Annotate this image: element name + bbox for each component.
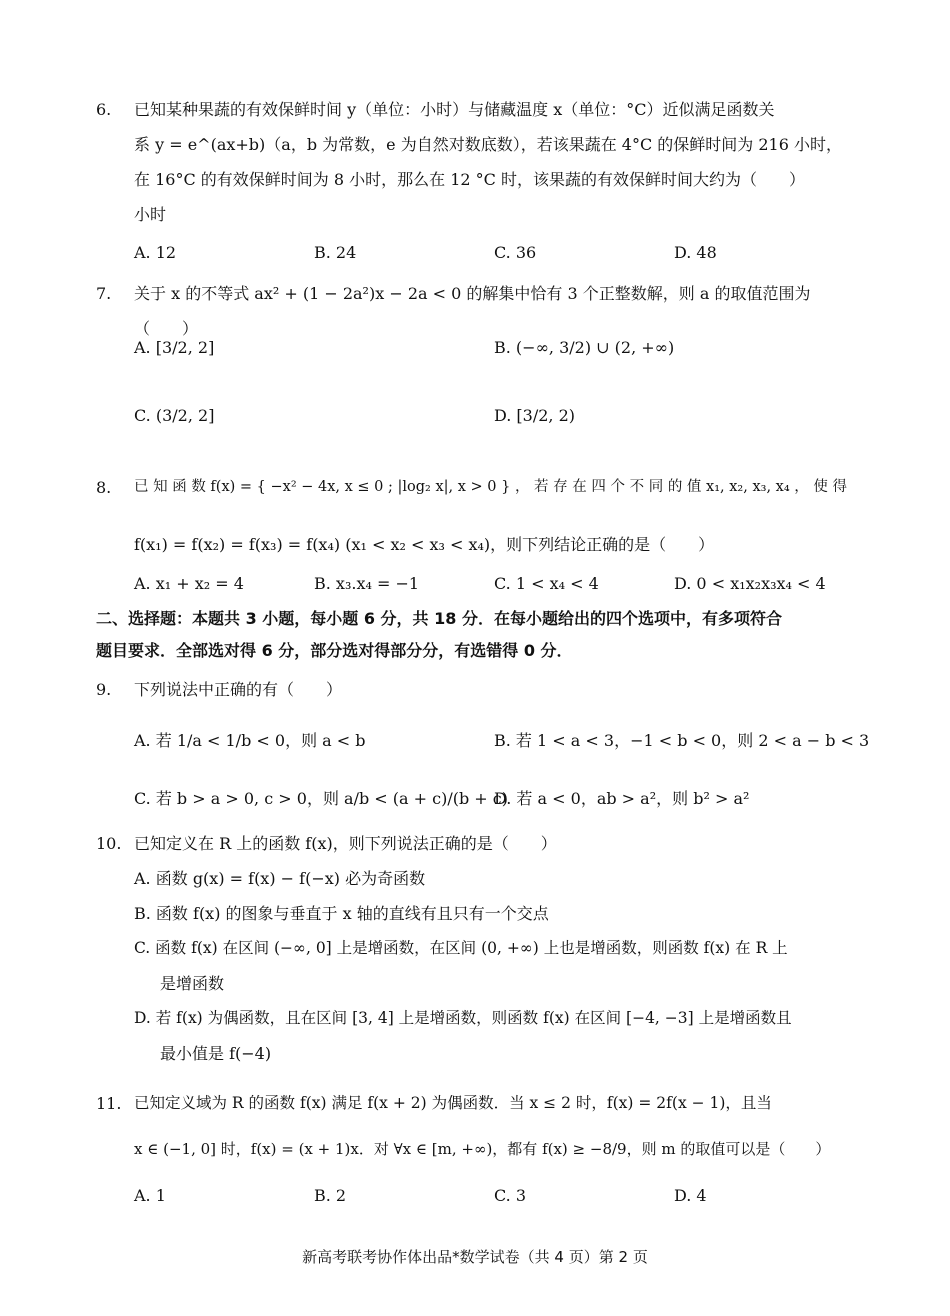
option-c: C. 若 b > a > 0, c > 0，则 a/b < (a + c)/(b + c) xyxy=(134,789,508,808)
question-text-line: 在 16°C 的有效保鲜时间为 8 小时，那么在 12 °C 时，该果蔬的有效保鲜时间大约为（ ） xyxy=(134,170,805,189)
option-a: A. [3/2, 2] xyxy=(134,338,215,357)
option-d: D. 0 < x₁x₂x₃x₄ < 4 xyxy=(674,574,826,593)
question-text-line: 小时 xyxy=(134,205,167,224)
section-heading xyxy=(96,603,856,667)
question-text-line: f(x₁) = f(x₂) = f(x₃) = f(x₄) (x₁ < x₂ < x₃ < x₄)，则下列结论正确的是（ ） xyxy=(134,535,715,554)
question-text-line: 已知某种果蔬的有效保鲜时间 y（单位：小时）与储藏温度 x（单位：°C）近似满足函数关 xyxy=(134,100,775,119)
question-number: 7. xyxy=(96,284,112,303)
question-7 xyxy=(96,276,856,346)
question-text-line: x ∈ (−1, 0] 时，f(x) = (x + 1)x．对 ∀x ∈ [m, +∞)，都有 f(x) ≥ −8/9，则 m 的取值可以是（ ） xyxy=(134,1140,831,1158)
option-c-continued: 是增函数 xyxy=(160,974,225,993)
option-d: D. 若 f(x) 为偶函数，且在区间 [3, 4] 上是增函数，则函数 f(x) 在区间 [−4, −3] 上是增函数且 xyxy=(134,1009,792,1027)
question-text-line: 已知定义域为 R 的函数 f(x) 满足 f(x + 2) 为偶函数．当 x ≤ 2 时，f(x) = 2f(x − 1)，且当 xyxy=(134,1094,772,1112)
question-number: 10. xyxy=(96,834,122,853)
question-9 xyxy=(96,672,856,707)
question-text-line: 系 y = e^(ax+b)（a，b 为常数，e 为自然对数底数），若该果蔬在 4°C 的保鲜时间为 216 小时， xyxy=(134,135,843,154)
question-6 xyxy=(96,92,856,232)
option-c: C. 函数 f(x) 在区间 (−∞, 0] 上是增函数，在区间 (0, +∞) 上也是增函数，则函数 f(x) 在 R 上 xyxy=(134,939,788,957)
option-c: C. 3 xyxy=(494,1186,527,1205)
question-text-line: 已知定义在 R 上的函数 f(x)，则下列说法正确的是（ ） xyxy=(134,834,557,853)
question-number: 9. xyxy=(96,680,112,699)
option-c: C. 36 xyxy=(494,243,537,262)
option-c: C. 1 < x₄ < 4 xyxy=(494,574,599,593)
question-number: 8. xyxy=(96,478,112,497)
question-number: 6. xyxy=(96,100,112,119)
option-b: B. (−∞, 3/2) ∪ (2, +∞) xyxy=(494,338,675,357)
option-c: C. (3/2, 2] xyxy=(134,406,215,425)
question-text-line: 关于 x 的不等式 ax² + (1 − 2a²)x − 2a < 0 的解集中恰有 3 个正整数解，则 a 的取值范围为（ ） xyxy=(134,284,811,338)
section-heading-line: 题目要求．全部选对得 6 分，部分选对得部分分，有选错得 0 分． xyxy=(96,641,573,660)
option-a: A. 1 xyxy=(134,1186,166,1205)
question-number: 11. xyxy=(96,1094,122,1113)
option-a: A. 函数 g(x) = f(x) − f(−x) 必为奇函数 xyxy=(134,869,426,888)
option-d: D. 4 xyxy=(674,1186,707,1205)
option-b: B. 2 xyxy=(314,1186,347,1205)
option-d: D. 若 a < 0，ab > a²，则 b² > a² xyxy=(494,789,750,808)
option-b: B. 24 xyxy=(314,243,357,262)
question-text-line: 下列说法中正确的有（ ） xyxy=(134,680,343,699)
question-8 xyxy=(96,470,856,505)
option-b: B. 函数 f(x) 的图象与垂直于 x 轴的直线有且只有一个交点 xyxy=(134,904,549,923)
option-b: B. x₃.x₄ = −1 xyxy=(314,574,420,593)
question-text-line: 已 知 函 数 f(x) = { −x² − 4x, x ≤ 0 ; |log₂ x|, x > 0 } ， 若 存 在 四 个 不 同 的 值 x₁, x₂, x₃, x₄ ， 使 得 xyxy=(134,479,847,495)
option-a: A. 12 xyxy=(134,243,177,262)
option-d: D. [3/2, 2) xyxy=(494,406,576,425)
option-d: D. 48 xyxy=(674,243,717,262)
option-a: A. x₁ + x₂ = 4 xyxy=(134,574,244,593)
question-11 xyxy=(96,1086,856,1121)
page-footer: 新高考联考协作体出品*数学试卷（共 4 页）第 2 页 xyxy=(302,1248,648,1266)
question-10 xyxy=(96,826,856,1071)
option-a: A. 若 1/a < 1/b < 0，则 a < b xyxy=(134,731,366,750)
section-heading-line: 二、选择题：本题共 3 小题，每小题 6 分，共 18 分．在每小题给出的四个选项中，有多项符合 xyxy=(96,609,782,628)
option-b: B. 若 1 < a < 3，−1 < b < 0，则 2 < a − b < 3 xyxy=(494,731,870,750)
option-d-continued: 最小值是 f(−4) xyxy=(160,1044,272,1063)
